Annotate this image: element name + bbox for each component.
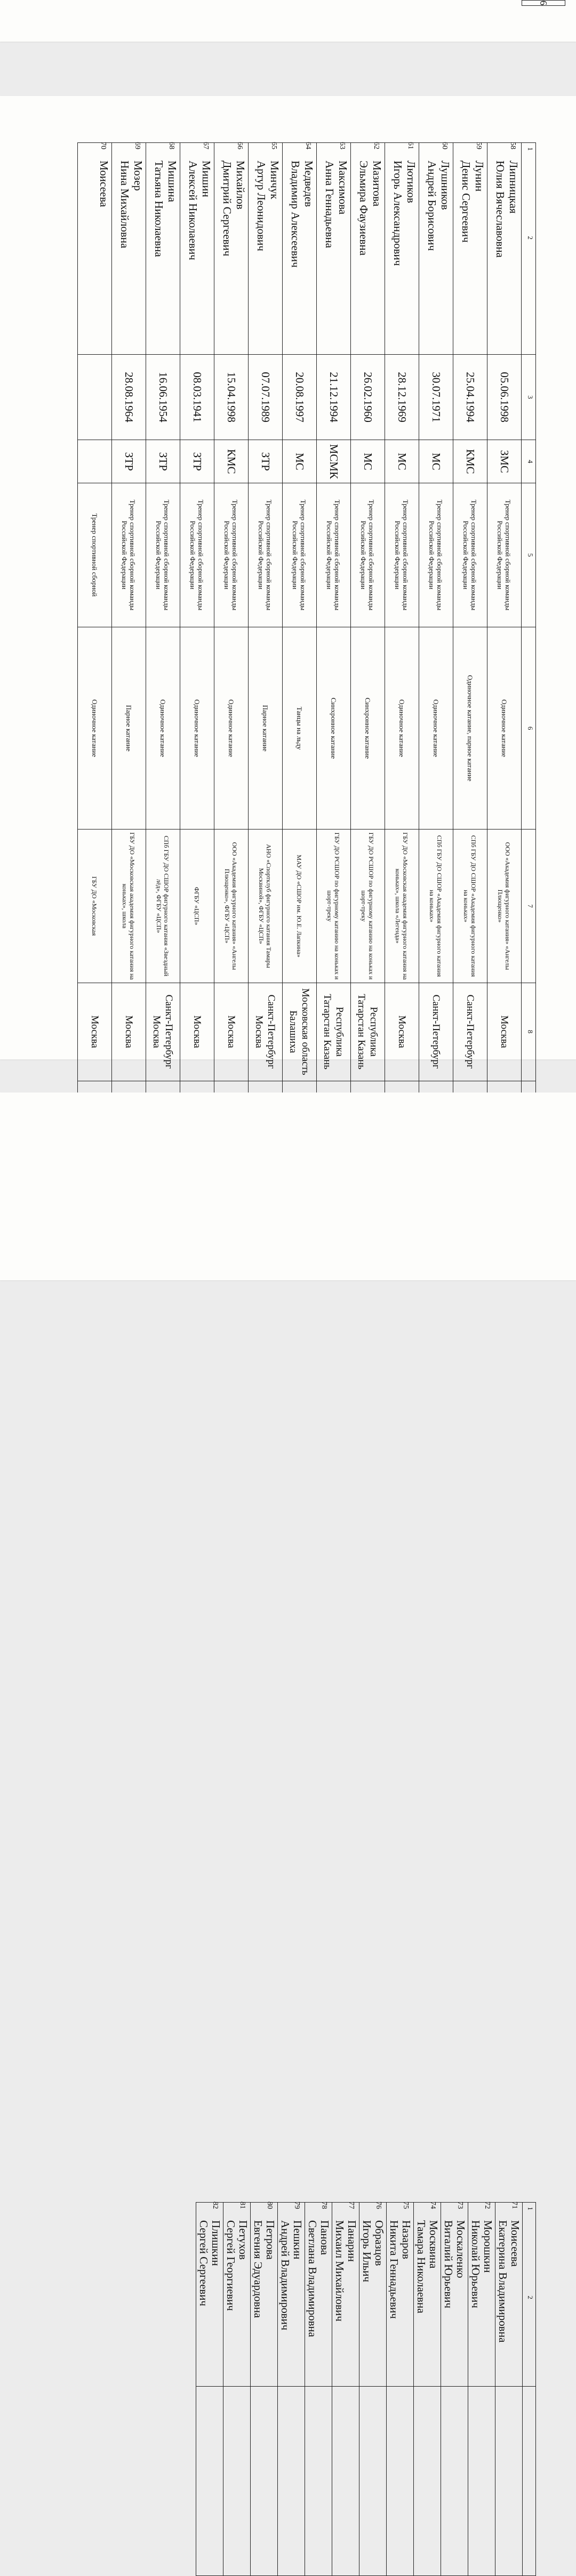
discipline-cell: Танцы на льду xyxy=(283,627,317,829)
coach-surname: Назаров xyxy=(400,2220,413,2260)
empty-cell xyxy=(414,2387,441,2576)
table-row xyxy=(249,143,283,1124)
coach-name-cell xyxy=(196,2203,223,2387)
position-cell: Тренер спортивной сборной команды Российской Федерации xyxy=(249,483,283,627)
sport-rank-cell xyxy=(78,440,112,483)
coach-name-cell xyxy=(278,2203,305,2387)
next-page xyxy=(0,1092,576,2343)
row-number: 60 xyxy=(441,142,449,149)
organization-cell: ООО «Академия фигурного катания» «Ангелы Плющенко» xyxy=(487,830,522,983)
position-cell: Тренер спортивной сборной команды Российской Федерации xyxy=(214,483,249,627)
table-row xyxy=(414,2203,441,2576)
table-row xyxy=(487,143,522,1124)
previous-page-table xyxy=(522,0,565,6)
coach-surname: Лушников xyxy=(439,161,452,210)
coach-surname: Лунин xyxy=(473,161,486,192)
coach-given-names: Анна Геннадьевна xyxy=(323,161,336,248)
column-number-6: 6 xyxy=(522,627,536,829)
row-number: 65 xyxy=(270,142,278,149)
position-cell: Тренер спортивной сборной команды Российской Федерации xyxy=(283,483,317,627)
coach-surname: Максимова xyxy=(337,161,349,214)
coach-name-cell xyxy=(146,143,180,355)
row-number: 64 xyxy=(304,142,312,149)
coach-given-names: Евгения Эдуардовна xyxy=(252,2220,265,2318)
empty-cell xyxy=(441,2387,468,2576)
position-cell: Тренер спортивной сборной xyxy=(78,483,112,627)
table-row xyxy=(196,2203,223,2576)
row-number: 74 xyxy=(429,2202,437,2209)
birth-date-cell: 28.12.1969 xyxy=(385,354,419,440)
birth-date-cell: 25.04.1994 xyxy=(453,354,487,440)
coach-name-cell xyxy=(359,2203,387,2387)
organization-cell: СПб ГБУ ДО СШОР фигурного катания «Звездный лёд», ФГБУ «ЦСП» xyxy=(146,830,180,983)
position-cell: Тренер спортивной сборной команды Российской Федерации xyxy=(351,483,385,627)
column-number-2: 12 xyxy=(522,143,536,355)
coach-given-names: Николай Юрьевич xyxy=(469,2220,482,2308)
coach-name-cell xyxy=(251,2203,278,2387)
table-row xyxy=(359,2203,387,2576)
coach-given-names: Сергей Георгиевич xyxy=(225,2220,237,2311)
discipline-cell: Одиночное катание xyxy=(487,627,522,829)
coach-given-names: Игорь Александрович xyxy=(391,161,404,266)
empty-cell xyxy=(332,2387,359,2576)
discipline-cell: Синхронное катание xyxy=(317,627,351,829)
discipline-cell: Парное катание xyxy=(112,627,146,829)
table-row xyxy=(317,143,351,1124)
table-row xyxy=(387,2203,414,2576)
row-number: 82 xyxy=(211,2202,219,2209)
organization-cell: ГБУ ДО «Московская xyxy=(78,830,112,983)
coach-name-cell xyxy=(419,143,453,355)
sport-rank-cell: КМС xyxy=(453,440,487,483)
coach-given-names: Артур Леонидович xyxy=(255,161,268,251)
coach-surname: Плишкин xyxy=(210,2220,222,2266)
table-row xyxy=(146,143,180,1124)
organization-cell: ГБУ ДО РСШОР по фигурному катанию на коньках и шорт-треку xyxy=(317,830,351,983)
coach-surname: Моисеева xyxy=(98,161,110,208)
column-number-8: 8 xyxy=(522,983,536,1081)
table-header-row xyxy=(522,143,536,1124)
coach-given-names: Никита Геннадьевич xyxy=(388,2220,401,2319)
organization-cell: СПб ГБУ ДО СШОР «Академия фигурного катания на коньках» xyxy=(419,830,453,983)
table-row xyxy=(468,2203,495,2576)
row-number: 63 xyxy=(338,142,346,149)
coach-name-cell xyxy=(385,143,419,355)
sport-rank-cell: ЗТР xyxy=(180,440,214,483)
coach-given-names: Андрей Владимирович xyxy=(279,2220,292,2331)
table-row xyxy=(112,143,146,1124)
coach-surname: Петрова xyxy=(264,2220,277,2260)
coach-surname: Медведев xyxy=(302,161,315,207)
column-number-7: 7 xyxy=(522,830,536,983)
coach-surname: Панова xyxy=(318,2220,331,2255)
coach-surname: Москвина xyxy=(427,2220,440,2269)
discipline-cell: Одиночное катание, парное катание xyxy=(453,627,487,829)
coach-surname: Мозер xyxy=(132,161,145,191)
column-number-1-2: 12 xyxy=(523,2203,536,2387)
coach-name-cell xyxy=(112,143,146,355)
column-number-3: 3 xyxy=(522,354,536,440)
row-number: 58 xyxy=(509,142,517,149)
birth-date-cell: 21.12.1994 xyxy=(317,354,351,440)
row-number: 61 xyxy=(406,142,414,149)
row-number: 75 xyxy=(402,2202,410,2209)
coach-name-cell xyxy=(214,143,249,355)
position-cell: Тренер спортивной сборной команды Российской Федерации xyxy=(112,483,146,627)
discipline-cell: Синхронное катание xyxy=(351,627,385,829)
organization-cell: ООО «Академия фигурного катания» «Ангелы Плющенко», ФГБУ «ЦСП» xyxy=(214,830,249,983)
table-row xyxy=(223,2203,251,2576)
table-row xyxy=(351,143,385,1124)
empty-cell xyxy=(196,2387,223,2576)
coach-name-cell xyxy=(78,143,112,355)
birth-date-cell: 07.07.1989 xyxy=(249,354,283,440)
birth-date-cell: 08.03.1941 xyxy=(180,354,214,440)
coach-surname: Панарин xyxy=(346,2220,358,2262)
coach-surname: Москаленко xyxy=(454,2220,467,2278)
column-number-5: 5 xyxy=(522,483,536,627)
row-number: 76 xyxy=(374,2202,382,2209)
coach-name-cell xyxy=(414,2203,441,2387)
row-number: 59 xyxy=(475,142,483,149)
discipline-cell: Одиночное катание xyxy=(419,627,453,829)
coach-name-cell xyxy=(487,143,522,355)
coach-given-names: Эльмира Фаузиевна xyxy=(357,161,370,256)
empty-cell xyxy=(305,2387,332,2576)
birth-date-cell: 16.06.1954 xyxy=(146,354,180,440)
organization-cell: ГБУ ДО «Московская академия фигурного катания на коньках», школа «Легенда» xyxy=(385,830,419,983)
coach-surname: Пешкин xyxy=(291,2220,304,2260)
rotated-table-wrapper-next xyxy=(196,2202,536,2575)
coach-name-cell xyxy=(223,2203,251,2387)
empty-cell xyxy=(223,2387,251,2576)
birth-date-cell: 26.02.1960 xyxy=(351,354,385,440)
city-cell: Московская область Балашиха xyxy=(283,983,317,1081)
coach-name-cell xyxy=(387,2203,414,2387)
discipline-cell: Одиночное катание xyxy=(180,627,214,829)
sport-rank-cell: КМС xyxy=(214,440,249,483)
row-number: 70 xyxy=(99,142,107,149)
coach-name-cell xyxy=(351,143,385,355)
coach-given-names: Татьяна Николаевна xyxy=(153,161,165,257)
table-row xyxy=(251,2203,278,2576)
sport-rank-cell: МС xyxy=(419,440,453,483)
sport-rank-cell: МС xyxy=(283,440,317,483)
coach-given-names: Виталий Юрьевич xyxy=(442,2220,455,2309)
table-row xyxy=(332,2203,359,2576)
coach-name-cell xyxy=(180,143,214,355)
city-cell: Республика Татарстан Казань xyxy=(317,983,351,1081)
row-number: 69 xyxy=(133,142,141,149)
city-cell: Москва xyxy=(214,983,249,1081)
city-cell: Санкт-Петербург Москва xyxy=(146,983,180,1081)
sport-rank-cell: МСМК xyxy=(317,440,351,483)
organization-cell: МАУ ДО «СШОР им. Ю.Е. Лапкина» xyxy=(283,830,317,983)
position-cell: Тренер спортивной сборной команды Российской Федерации xyxy=(180,483,214,627)
coach-given-names: Тамара Николаевна xyxy=(415,2220,428,2314)
rotated-table-wrapper xyxy=(77,142,536,1124)
coach-surname: Минчук xyxy=(268,161,281,200)
coach-name-cell xyxy=(468,2203,495,2387)
coach-surname: Петухов xyxy=(237,2220,250,2260)
coach-surname: Михайлов xyxy=(234,161,247,210)
row-number: 67 xyxy=(202,142,210,149)
table-row xyxy=(419,143,453,1124)
sport-rank-cell: МС xyxy=(385,440,419,483)
position-cell: Тренер спортивной сборной команды Российской Федерации xyxy=(487,483,522,627)
coaches-table xyxy=(77,142,536,1124)
row-number: 72 xyxy=(483,2202,491,2209)
table-row xyxy=(214,143,249,1124)
coach-name-cell xyxy=(453,143,487,355)
birth-date-cell: 05.06.1998 xyxy=(487,354,522,440)
coach-name-cell xyxy=(495,2203,523,2387)
organization-cell: ФГБУ «ЦСП» xyxy=(180,830,214,983)
sport-rank-cell: ЗМС xyxy=(487,440,522,483)
birth-date-cell: 30.07.1971 xyxy=(419,354,453,440)
coach-given-names: Светлана Владимировна xyxy=(306,2220,319,2338)
city-cell: Москва xyxy=(385,983,419,1081)
table-row xyxy=(78,143,112,1124)
coach-surname: Мишина xyxy=(166,161,179,202)
coach-given-names: Игорь Ильич xyxy=(361,2220,373,2283)
document-page xyxy=(0,96,576,1075)
coach-surname: Мишин xyxy=(200,161,213,197)
birth-date-cell: 20.08.1997 xyxy=(283,354,317,440)
coach-surname: Морошкин xyxy=(482,2220,494,2273)
row-number: 68 xyxy=(167,142,175,149)
city-cell: Москва xyxy=(487,983,522,1081)
sport-rank-cell: МС xyxy=(351,440,385,483)
discipline-cell: Одиночное катание xyxy=(146,627,180,829)
empty-cell xyxy=(387,2387,414,2576)
table-row xyxy=(180,143,214,1124)
coach-name-cell xyxy=(283,143,317,355)
row-number: 77 xyxy=(347,2202,355,2209)
city-cell: Москва xyxy=(180,983,214,1081)
city-cell: Москва xyxy=(112,983,146,1081)
empty-cell xyxy=(251,2387,278,2576)
sport-rank-cell: ЗТР xyxy=(249,440,283,483)
coach-surname: Мазитова xyxy=(371,161,383,206)
sport-rank-cell: ЗТР xyxy=(112,440,146,483)
table-header-row xyxy=(523,2203,536,2576)
empty-cell xyxy=(468,2387,495,2576)
city-cell: Санкт-Петербург xyxy=(453,983,487,1081)
birth-date-cell: 15.04.1998 xyxy=(214,354,249,440)
table-row xyxy=(278,2203,305,2576)
discipline-cell: Одиночное катание xyxy=(385,627,419,829)
coach-name-cell xyxy=(317,143,351,355)
table-row xyxy=(283,143,317,1124)
discipline-cell: Одиночное катание xyxy=(214,627,249,829)
coach-given-names: Андрей Борисович xyxy=(426,161,438,251)
organization-cell: ГБУ ДО «Московская академия фигурного катания на коньках», школа xyxy=(112,830,146,983)
birth-date-cell: 28.08.1964 xyxy=(112,354,146,440)
table-row xyxy=(385,143,419,1124)
organization-cell: АНО «Спортклуб фигурного катания Тамары Москвиной», ФГБУ «ЦСП» xyxy=(249,830,283,983)
row-number: 73 xyxy=(456,2202,464,2209)
table-row xyxy=(453,143,487,1124)
organization-cell: СПб ГБУ ДО СШОР «Академия фигурного катания на коньках» xyxy=(453,830,487,983)
position-cell: Тренер спортивной сборной команды Российской Федерации xyxy=(385,483,419,627)
table-row xyxy=(305,2203,332,2576)
coach-surname: Липницкая xyxy=(507,161,520,214)
position-cell: Тренер спортивной сборной команды Российской Федерации xyxy=(453,483,487,627)
column-number-3 xyxy=(523,2387,536,2576)
coach-surname: Лютиков xyxy=(405,161,418,203)
position-cell: Тренер спортивной сборной команды Российской Федерации xyxy=(146,483,180,627)
coach-surname: Образцов xyxy=(373,2220,386,2266)
empty-cell xyxy=(359,2387,387,2576)
row-number: 66 xyxy=(236,142,244,149)
city-cell: Республика Татарстан Казань xyxy=(351,983,385,1081)
previous-page-cell: 6 xyxy=(522,1,565,6)
column-number-4: 4 xyxy=(522,440,536,483)
coach-given-names: Владимир Алексеевич xyxy=(289,161,302,268)
coach-given-names: Дмитрий Сергеевич xyxy=(221,161,234,257)
row-number: 79 xyxy=(293,2202,301,2209)
coach-name-cell xyxy=(305,2203,332,2387)
discipline-cell: Одиночное катание xyxy=(78,627,112,829)
row-number: 62 xyxy=(372,142,380,149)
position-cell: Тренер спортивной сборной команды Российской Федерации xyxy=(419,483,453,627)
position-cell: Тренер спортивной сборной команды Российской Федерации xyxy=(317,483,351,627)
city-cell: Санкт-Петербург xyxy=(419,983,453,1081)
coach-given-names: Михаил Михайлович xyxy=(333,2220,346,2322)
discipline-cell: Парное катание xyxy=(249,627,283,829)
coach-given-names: Денис Сергеевич xyxy=(460,161,473,243)
city-cell: Санкт-Петербург Москва xyxy=(249,983,283,1081)
birth-date-cell xyxy=(78,354,112,440)
table-row xyxy=(495,2203,523,2576)
next-page-table xyxy=(196,2202,536,2576)
empty-cell xyxy=(495,2387,523,2576)
sport-rank-cell: ЗТР xyxy=(146,440,180,483)
coach-given-names: Юлия Вячеславовна xyxy=(494,161,507,258)
city-cell: Москва xyxy=(78,983,112,1081)
row-number: 80 xyxy=(266,2202,274,2209)
row-number: 71 xyxy=(510,2202,518,2209)
empty-cell xyxy=(278,2387,305,2576)
coach-given-names: Нина Михайловна xyxy=(118,161,131,249)
row-number: 78 xyxy=(320,2202,328,2209)
coach-given-names: Екатерина Владимировна xyxy=(497,2220,509,2343)
coach-given-names: Алексей Николаевич xyxy=(187,161,199,260)
coach-given-names: Сергей Сергеевич xyxy=(197,2220,210,2307)
coach-surname: Моисеева xyxy=(509,2220,522,2267)
row-number: 81 xyxy=(238,2202,246,2209)
previous-page-fragment xyxy=(0,0,576,42)
organization-cell: ГБУ ДО РСШОР по фигурному катанию на коньках и шорт-треку xyxy=(351,830,385,983)
coach-name-cell xyxy=(249,143,283,355)
coach-name-cell xyxy=(441,2203,468,2387)
table-row xyxy=(441,2203,468,2576)
coach-name-cell xyxy=(332,2203,359,2387)
